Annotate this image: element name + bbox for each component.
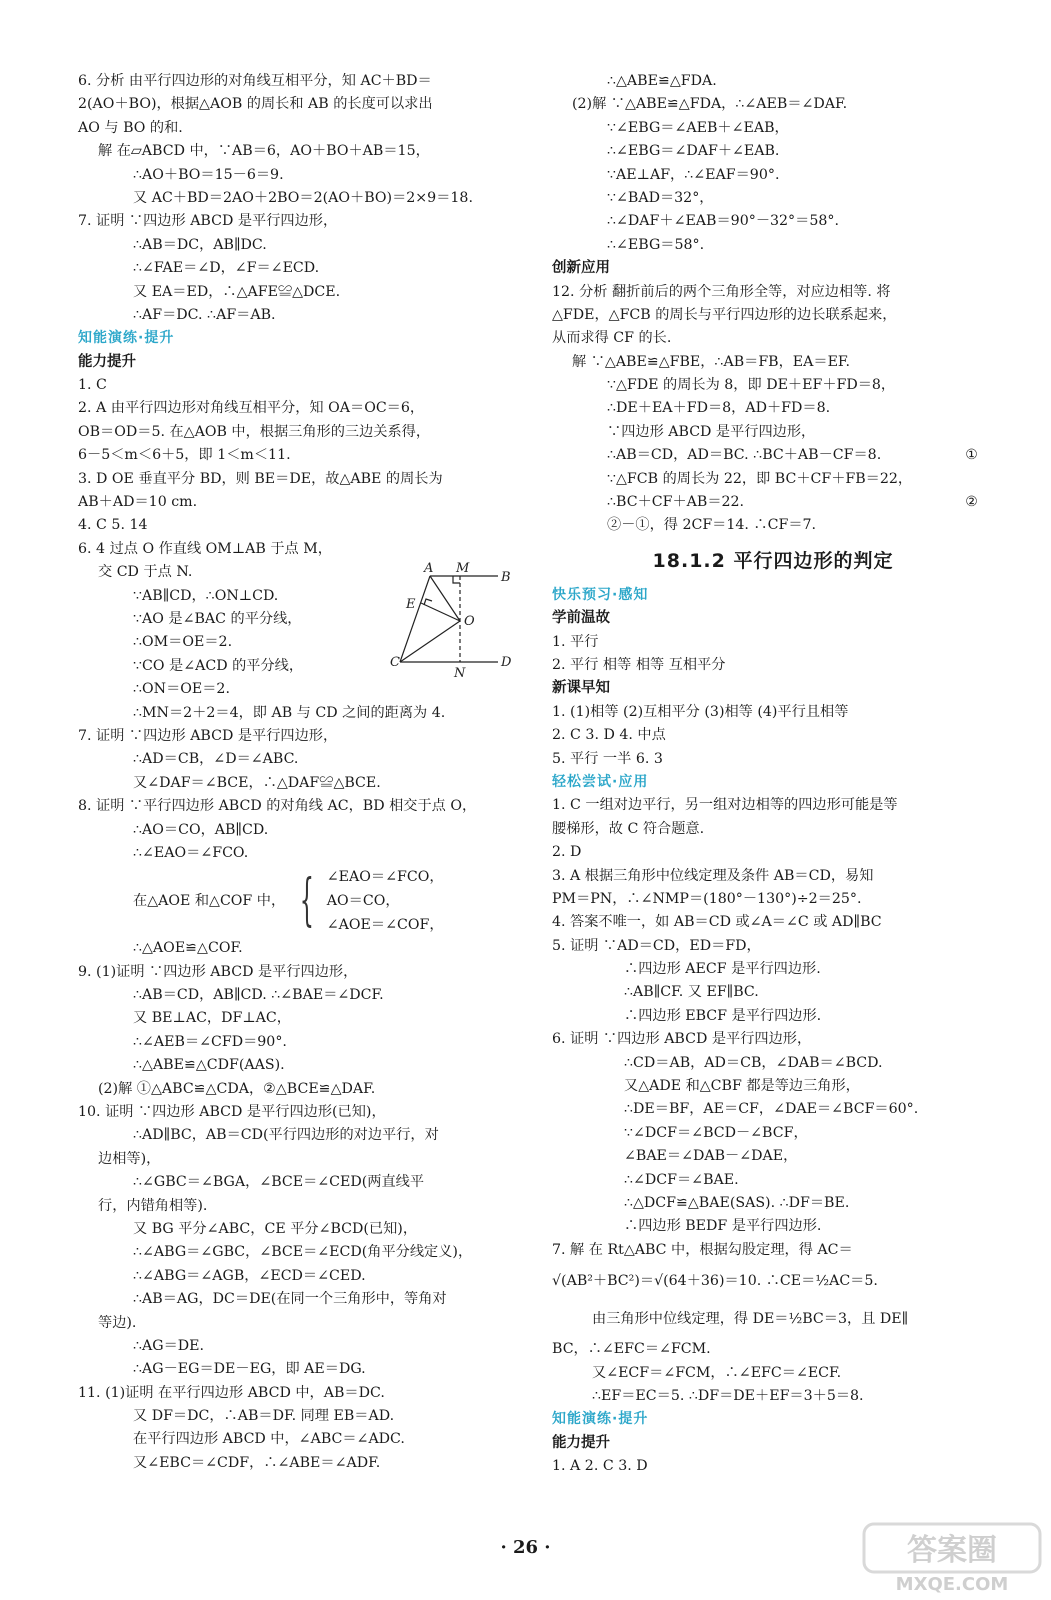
answer-line: ∴AG＝DE. [133,1337,205,1354]
answer-line: ∴△ABE≌△FDA. [607,73,717,89]
answer-line: ∴CD＝AB，AD＝CB，∠DAB＝∠BCD. [624,1054,883,1071]
answer-line: AB＋AD＝10 cm. [78,494,198,511]
subsection-heading: 新课早知 [552,680,610,697]
watermark-bottom: MXQE.COM [895,1574,1009,1594]
answer-line: ∴AF＝DC. ∴AF＝AB. [133,306,276,323]
answer-line: ∴四边形 AECF 是平行四边形. [624,961,821,978]
answer-line: 8. 证明 ∵平行四边形 ABCD 的对角线 AC，BD 相交于点 O， [78,798,477,815]
label-D: D [501,655,512,670]
answer-line: AO 与 BO 的和. [78,119,183,136]
answer-line: 又∠EBC＝∠CDF，∴∠ABE＝∠ADF. [133,1454,381,1471]
answer-line: 又 BG 平分∠ABC，CE 平分∠BCD(已知)， [133,1220,418,1237]
answer-line: ∵四边形 ABCD 是平行四边形， [607,423,816,440]
answer-line: ∴AG－EG＝DE－EG，即 AE＝DG. [133,1361,366,1378]
answer-line: √(AB²＋BC²)＝√(64＋36)＝10. ∴CE＝½AC＝5. [552,1273,878,1290]
answer-line: 在平行四边形 ABCD 中，∠ABC＝∠ADC. [133,1431,405,1448]
answer-line: 腰梯形，故 C 符合题意. [552,820,705,837]
answer-line: ∴AB＝AG，DC＝DE(在同一个三角形中，等角对 [133,1291,447,1308]
answer-line: 3. D OE 垂直平分 BD，则 BE＝DE，故△ABE 的周长为 [78,470,443,487]
answer-line: ∴∠FAE＝∠D，∠F＝∠ECD. [133,260,320,277]
answer-line: 解 ∵△ABE≌△FBE，∴AB＝FB，EA＝EF. [572,353,851,370]
answer-line: 由三角形中位线定理，得 DE＝½BC＝3，且 DE∥ [592,1311,909,1328]
answer-line: ∴AB＝CD，AB∥CD. ∴∠BAE＝∠DCF. [133,987,384,1004]
subsection-heading: 学前温故 [552,610,610,627]
answer-line: 2. C 3. D 4. 中点 [552,727,666,744]
answer-line: BC，∴∠EFC＝∠FCM. [552,1341,711,1358]
section-heading: 轻松尝试·应用 [552,773,649,790]
answer-line: 又∠DAF＝∠BCE，∴△DAF≌△BCE. [133,774,381,791]
answer-line: ∵AE⊥AF，∴∠EAF＝90°. [607,166,780,183]
answer-line: PM＝PN，∴∠NMP＝(180°－130°)÷2＝25°. [552,890,862,907]
answer-line: ∴∠AEB＝∠CFD＝90°. [133,1033,287,1050]
answer-line: ∴∠ABG＝∠AGB，∠ECD＝∠CED. [133,1267,366,1284]
label-B: B [501,570,511,585]
answer-line: ∴MN＝2＋2＝4，即 AB 与 CD 之间的距离为 4. [133,704,446,721]
section-heading: 知能演练·提升 [552,1411,649,1428]
answer-line: ∴AO＝CO，AB∥CD. [133,821,269,838]
answer-line: 交 CD 于点 N. [98,564,193,581]
label-E: E [406,597,416,612]
answer-line: (2)解 ①△ABC≌△CDA，②△BCE≌△DAF. [98,1080,376,1097]
answer-line: 又 AC＋BD＝2AO＋2BO＝2(AO＋BO)＝2×9＝18. [133,189,473,206]
section-heading: 知能演练·提升 [78,330,175,347]
label-A: A [424,561,434,576]
brace-item: ∠AOE＝∠COF， [326,917,444,934]
answer-line: 7. 解 在 Rt△ABC 中，根据勾股定理，得 AC＝ [552,1241,853,1258]
answer-line: 等边). [98,1314,137,1331]
answer-line: ∴∠GBC＝∠BGA，∠BCE＝∠CED(两直线平 [133,1174,425,1191]
brace-label: 在△AOE 和△COF 中， [133,892,286,909]
answer-line: ∵△FDE 的周长为 8，即 DE＋EF＋FD＝8， [607,377,896,394]
brace-condition-block [78,865,510,937]
subsection-heading: 能力提升 [552,1434,610,1451]
answer-line: ∴AB∥CF. 又 EF∥BC. [624,984,759,1001]
answer-line: 6. 分析 由平行四边形的对角线互相平分，知 AC＋BD＝ [78,73,432,89]
answer-line: 又∠ECF＝∠FCM，∴∠EFC＝∠ECF. [592,1364,842,1381]
equation-marker: ① [965,447,978,464]
watermark-top: 答案圈 [907,1533,997,1568]
answer-line: ∵AO 是∠BAC 的平分线， [133,610,302,627]
label-C: C [390,655,400,670]
answer-line: ∴△DCF≌△BAE(SAS). ∴DF＝BE. [624,1194,850,1211]
answer-line: ∴四边形 EBCF 是平行四边形. [624,1007,822,1024]
answer-line: 又 EA＝ED，∴△AFE≌△DCE. [133,283,341,300]
answer-text: ∴AB＝CD，AD＝BC. ∴BC＋AB－CF＝8. [607,447,882,464]
answer-line: 9. (1)证明 ∵四边形 ABCD 是平行四边形， [78,963,358,980]
answer-line: 2. D [552,844,582,861]
answer-line: 4. 答案不唯一，如 AB＝CD 或∠A＝∠C 或 AD∥BC [552,914,882,931]
answer-line: ∴∠DCF＝∠BAE. [624,1171,739,1188]
answer-line: ∵∠BAD＝32°， [607,189,714,206]
answer-line: 7. 证明 ∵四边形 ABCD 是平行四边形， [78,213,338,230]
answer-line: ∵△FCB 的周长为 22，即 BC＋CF＋FB＝22， [607,470,913,487]
answer-line: 1. C [78,377,107,394]
answer-line: △FDE，△FCB 的周长与平行四边形的边长联系起来， [552,306,897,323]
answer-line: ∵CO 是∠ACD 的平分线， [133,657,304,674]
brace-item: AO＝CO， [326,893,400,910]
answer-line: 行，内错角相等). [98,1197,208,1214]
answer-line: 10. 证明 ∵四边形 ABCD 是平行四边形(已知)， [78,1104,386,1121]
answer-text: ∴BC＋CF＋AB＝22. [607,494,745,511]
answer-line: 2. A 由平行四边形对角线互相平分，知 OA＝OC＝6， [78,400,425,417]
answer-line: ∴DE＝BF，AE＝CF，∠DAE＝∠BCF＝60°. [624,1101,919,1118]
answer-line: OB＝OD＝5. 在△AOB 中，根据三角形的三边关系得， [78,423,431,440]
answer-line: ∵∠DCF＝∠BCD－∠BCF， [624,1124,808,1141]
answer-line: ∴∠EAO＝∠FCO. [133,844,249,861]
answer-line [552,491,994,514]
answer-line: 3. A 根据三角形中位线定理及条件 AB＝CD，易知 [552,867,874,884]
answer-line: 11. (1)证明 在平行四边形 ABCD 中，AB＝DC. [78,1384,385,1401]
answer-line: 1. (1)相等 (2)互相平分 (3)相等 (4)平行且相等 [552,703,849,720]
answer-line: ∵∠EBG＝∠AEB＋∠EAB， [607,119,789,136]
brace-item: ∠EAO＝∠FCO， [326,869,444,886]
answer-line: ∴∠EBG＝∠DAF＋∠EAB. [607,143,780,160]
answer-line: 12. 分析 翻折前后的两个三角形全等，对应边相等. 将 [552,283,891,300]
answer-line: 又△ADE 和△CBF 都是等边三角形， [624,1078,860,1095]
answer-line: 7. 证明 ∵四边形 ABCD 是平行四边形， [78,727,338,744]
answer-line: 2. 平行 相等 相等 互相平分 [552,656,726,673]
answer-line: ∴AD∥BC，AB＝CD(平行四边形的对边平行，对 [133,1127,439,1144]
brace-symbol: { [299,868,315,934]
answer-line: 6. 证明 ∵四边形 ABCD 是平行四边形， [552,1031,812,1048]
answer-line [552,444,994,467]
answer-line: ∴∠EBG＝58°. [607,236,705,253]
geometry-figure [388,560,518,680]
answer-line: ∴△AOE≌△COF. [133,940,243,957]
answer-line: ∴∠ABG＝∠GBC，∠BCE＝∠ECD(角平分线定义)， [133,1244,473,1261]
label-O: O [464,614,475,629]
label-M: M [456,561,470,576]
answer-line: ∴EF＝EC＝5. ∴DF＝DE＋EF＝3＋5＝8. [592,1387,864,1404]
answer-line: 6. 4 过点 O 作直线 OM⊥AB 于点 M， [78,540,332,557]
answer-line: 2(AO＋BO)，根据△AOB 的周长和 AB 的长度可以求出 [78,96,433,113]
answer-line: 5. 平行 一半 6. 3 [552,750,663,767]
left-column [78,70,510,1475]
equation-marker: ② [965,494,978,511]
answer-line: 1. 平行 [552,633,599,650]
brace-items [327,865,444,937]
answer-line: ∴OM＝OE＝2. [133,634,233,651]
answer-line: 1. A 2. C 3. D [552,1458,648,1475]
answer-line: 解 在▱ABCD 中，∵AB＝6，AO＋BO＋AB＝15， [98,143,430,160]
answer-line: ∴AB＝DC，AB∥DC. [133,236,267,253]
page-number: · 26 · [500,1537,551,1558]
subsection-heading: 能力提升 [78,353,136,370]
subsection-heading: 创新应用 [552,260,610,277]
answer-line: 4. C 5. 14 [78,517,148,534]
answer-line: ∴∠DAF＋∠EAB＝90°－32°＝58°. [607,213,839,230]
answer-line: ∴DE＋EA＋FD＝8，AD＋FD＝8. [607,400,831,417]
answer-line: ∠BAE＝∠DAB－∠DAE， [624,1148,798,1165]
answer-line: ∴AO＋BO＝15－6＝9. [133,166,284,183]
answer-line: 从而求得 CF 的长. [552,330,672,347]
answer-line: ∴△ABE≌△CDF(AAS). [133,1057,285,1074]
answer-line: 6－5＜m＜6＋5，即 1＜m＜11. [78,447,291,464]
section-heading: 快乐预习·感知 [552,586,649,603]
section-title: 18.1.2 平行四边形的判定 [652,549,894,572]
answer-line: ∴AD＝CB，∠D＝∠ABC. [133,751,299,768]
answer-line: 边相等)， [98,1150,161,1167]
answer-line: ∴四边形 BEDF 是平行四边形. [624,1218,822,1235]
label-N: N [454,666,466,680]
answer-line: 又 DF＝DC，∴AB＝DF. 同理 EB＝AD. [133,1408,395,1425]
answer-line: 1. C 一组对边平行，另一组对边相等的四边形可能是等 [552,797,898,814]
watermark-logo [862,1522,1042,1594]
answer-line: (2)解 ∵△ABE≌△FDA，∴∠AEB＝∠DAF. [572,96,848,113]
answer-line: 又 BE⊥AC，DF⊥AC， [133,1010,291,1027]
right-column [552,70,994,1478]
answer-line: 5. 证明 ∵AD＝CD，ED＝FD， [552,937,761,954]
answer-line: ②－①，得 2CF＝14. ∴CF＝7. [607,517,817,534]
answer-line: ∴ON＝OE＝2. [133,681,230,698]
answer-line: ∵AB∥CD，∴ON⊥CD. [133,587,279,604]
